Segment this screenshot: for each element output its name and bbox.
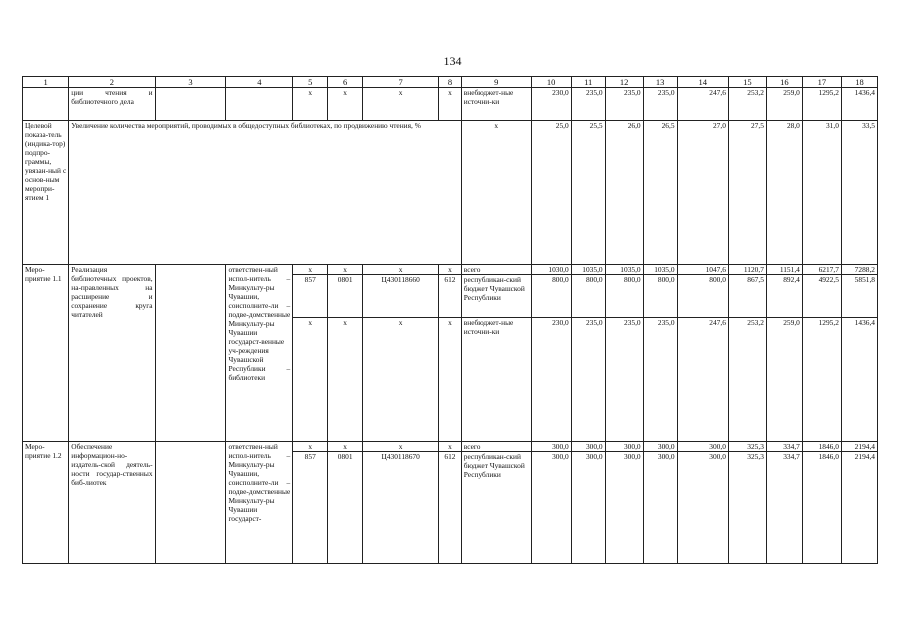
table-cell: внебюджет-ные источни-ки (461, 318, 531, 442)
table-cell: 612 (439, 275, 462, 318)
table-cell: 857 (293, 275, 328, 318)
table-cell: 235,0 (643, 318, 677, 442)
header-cell: 17 (802, 77, 841, 88)
table-cell: 300,0 (531, 452, 571, 564)
table-cell: Обеспечение информацион-но-издатель-ской деятель-ности государ-ственных биб-лиотек (69, 442, 155, 564)
table-cell: 334,7 (766, 452, 802, 564)
table-cell: x (328, 265, 363, 275)
table-cell: 300,0 (643, 442, 677, 452)
table-cell: 300,0 (677, 442, 728, 452)
table-cell: 1846,0 (802, 442, 841, 452)
header-cell: 7 (363, 77, 439, 88)
table-cell: 325,3 (728, 442, 766, 452)
table-cell: 1030,0 (531, 265, 571, 275)
header-cell: 16 (766, 77, 802, 88)
table-cell: всего (461, 442, 531, 452)
table-cell: 300,0 (531, 442, 571, 452)
table-cell: 6217,7 (802, 265, 841, 275)
header-cell: 8 (439, 77, 462, 88)
table-cell: 31,0 (802, 121, 841, 265)
table-cell: 612 (439, 452, 462, 564)
header-cell: 3 (155, 77, 226, 88)
table-cell: 259,0 (766, 88, 802, 121)
table-cell: 1120,7 (728, 265, 766, 275)
table-cell: 235,0 (643, 88, 677, 121)
page-number: 134 (443, 54, 462, 68)
table-cell: 235,0 (605, 318, 643, 442)
table-cell: 235,0 (571, 88, 605, 121)
table-cell: x (328, 88, 363, 121)
table-cell: x (439, 265, 462, 275)
header-cell: 12 (605, 77, 643, 88)
table-row (23, 121, 878, 265)
table-cell: x (363, 88, 439, 121)
header-cell: 5 (293, 77, 328, 88)
table-cell: 1436,4 (841, 318, 877, 442)
table-cell: 300,0 (643, 452, 677, 564)
table-cell: 1436,4 (841, 88, 877, 121)
table-cell: Ц430118660 (363, 275, 439, 318)
table-cell: внебюджет-ные источни-ки (461, 88, 531, 121)
table-cell: 800,0 (531, 275, 571, 318)
table-cell: 892,4 (766, 275, 802, 318)
table-cell: 253,2 (728, 318, 766, 442)
table-cell: 857 (293, 452, 328, 564)
table-cell: 230,0 (531, 88, 571, 121)
table-cell: 27,0 (677, 121, 728, 265)
table-cell (155, 442, 226, 564)
table-cell: Целевой показа-тель (индика-тор) подпро-граммы, увязан-ный с основ-ным меропри-ятием 1 (23, 121, 69, 265)
table-cell: 2194,4 (841, 452, 877, 564)
table-cell: 0801 (328, 275, 363, 318)
table-cell (23, 88, 69, 121)
table-row (23, 88, 878, 121)
table-cell: 235,0 (571, 318, 605, 442)
table-cell: 26,0 (605, 121, 643, 265)
table-cell (155, 265, 226, 442)
table-cell: 300,0 (677, 452, 728, 564)
table-cell: 300,0 (571, 442, 605, 452)
header-cell: 2 (69, 77, 155, 88)
table-cell: 1846,0 (802, 452, 841, 564)
table-cell: x (293, 88, 328, 121)
table-cell: x (363, 318, 439, 442)
table-cell: 259,0 (766, 318, 802, 442)
table-cell: 253,2 (728, 88, 766, 121)
table-cell: Меро-приятие 1.2 (23, 442, 69, 564)
table-cell: x (439, 88, 462, 121)
header-cell: 11 (571, 77, 605, 88)
table-cell: 247,6 (677, 88, 728, 121)
table-cell: x (439, 442, 462, 452)
header-row (23, 77, 878, 88)
table-cell: 2194,4 (841, 442, 877, 452)
header-cell: 18 (841, 77, 877, 88)
table-cell: x (293, 265, 328, 275)
table-cell: всего (461, 265, 531, 275)
header-cell: 4 (226, 77, 293, 88)
table-cell: республикан-ский бюджет Чувашской Республики (461, 452, 531, 564)
table-cell: x (328, 318, 363, 442)
table-cell: 1295,2 (802, 318, 841, 442)
table-cell: ответствен-ный испол-нитель – Минкульту-ры Чувашии, соисполните-ли – подве-домственные Минкульту-ры Чувашии государст- (226, 442, 293, 564)
table-row (23, 265, 878, 275)
table-cell: 33,5 (841, 121, 877, 265)
table-cell: 334,7 (766, 442, 802, 452)
table-cell: 1035,0 (571, 265, 605, 275)
table-cell: 1035,0 (643, 265, 677, 275)
table-cell: Увеличение количества мероприятий, проводимых в общедоступных библиотеках, по продвижению чтения, % (69, 121, 462, 265)
table-cell: 4922,5 (802, 275, 841, 318)
header-cell: 14 (677, 77, 728, 88)
table-cell: Реализация библиотечных проектов, на-правленных на расширение и сохранение круга читателей (69, 265, 155, 442)
table-cell: 25,0 (531, 121, 571, 265)
table-cell: 800,0 (605, 275, 643, 318)
table-cell: 325,3 (728, 452, 766, 564)
table-cell: Меро-приятие 1.1 (23, 265, 69, 442)
header-cell: 1 (23, 77, 69, 88)
table-cell: 1151,4 (766, 265, 802, 275)
table-cell: 300,0 (605, 452, 643, 564)
header-cell: 9 (461, 77, 531, 88)
header-cell: 10 (531, 77, 571, 88)
table-cell: республикан-ский бюджет Чувашской Республики (461, 275, 531, 318)
table-cell: 5851,8 (841, 275, 877, 318)
table-cell: 247,6 (677, 318, 728, 442)
table-cell: 28,0 (766, 121, 802, 265)
table-cell: x (293, 442, 328, 452)
table-cell (226, 88, 293, 121)
table-cell: Ц430118670 (363, 452, 439, 564)
table-cell: 230,0 (531, 318, 571, 442)
table-cell: ответствен-ный испол-нитель – Минкульту-ры Чувашии, соисполните-ли – подве-домственные Минкульту-ры Чувашии государст-венные уч-реждения Чувашской Республики – библиотеки (226, 265, 293, 442)
table-cell: 300,0 (605, 442, 643, 452)
table-cell: 26,5 (643, 121, 677, 265)
table-cell: 235,0 (605, 88, 643, 121)
table-cell: 1047,6 (677, 265, 728, 275)
header-cell: 6 (328, 77, 363, 88)
table-cell: ции чтения и библиотечного дела (69, 88, 155, 121)
table-cell: x (461, 121, 531, 265)
table-cell: x (363, 442, 439, 452)
header-cell: 15 (728, 77, 766, 88)
table-cell: 800,0 (677, 275, 728, 318)
table-cell: 300,0 (571, 452, 605, 564)
table-cell: 0801 (328, 452, 363, 564)
table-cell: 1295,2 (802, 88, 841, 121)
table-cell: x (293, 318, 328, 442)
table-cell: 25,5 (571, 121, 605, 265)
table-cell: x (439, 318, 462, 442)
budget-table (22, 76, 878, 564)
header-cell: 13 (643, 77, 677, 88)
table-cell: 27,5 (728, 121, 766, 265)
table-cell: 800,0 (571, 275, 605, 318)
table-cell: 1035,0 (605, 265, 643, 275)
table-row (23, 442, 878, 452)
table-cell: 800,0 (643, 275, 677, 318)
table-cell: 867,5 (728, 275, 766, 318)
table-cell: x (363, 265, 439, 275)
table-cell: x (328, 442, 363, 452)
table-cell: 7288,2 (841, 265, 877, 275)
table-cell (155, 88, 226, 121)
